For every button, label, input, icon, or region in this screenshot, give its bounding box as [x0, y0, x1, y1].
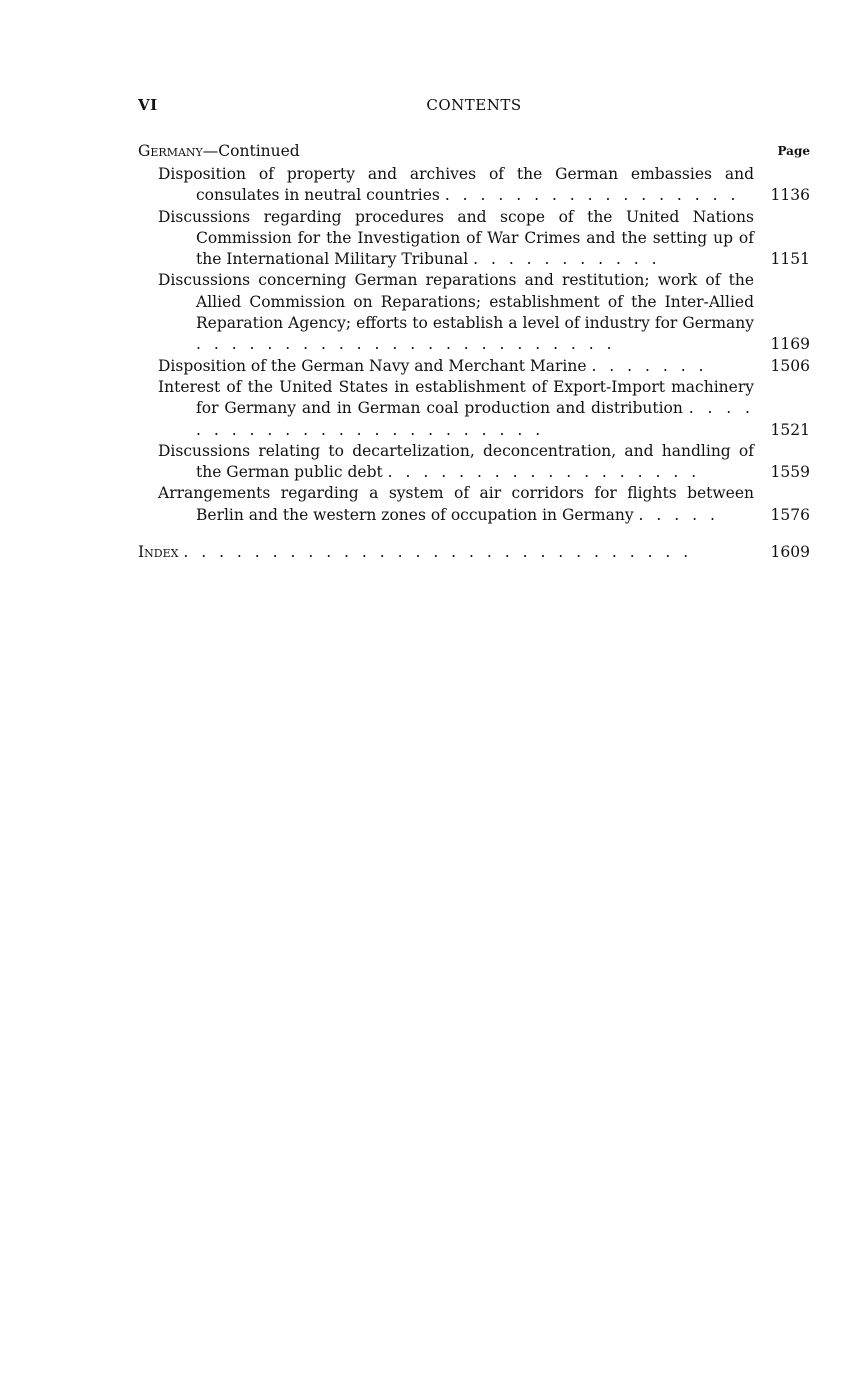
toc-entry-page: 1136	[770, 186, 810, 205]
toc-entry-title: Discussions regarding procedures and scope of the United Nations Commission for the Investigation of War Crimes and the setting up of the International Military Tribunal	[158, 207, 754, 269]
toc-entry-page: 1169	[770, 335, 810, 354]
toc-entry-title: Disposition of the German Navy and Merchant Marine	[158, 356, 587, 375]
toc-entry-title: Disposition of property and archives of the German embassies and consulates in neutral countries	[158, 165, 754, 205]
section-title-country: Germany	[138, 142, 203, 160]
toc-entry-title: Discussions relating to decartelization, deconcentration, and handling of the German public debt	[158, 441, 754, 482]
dot-leader: . . . . . . . . . . .	[473, 250, 661, 269]
toc-entry-page: 1151	[770, 250, 810, 269]
running-head	[138, 96, 810, 120]
toc-entry-title: Arrangements regarding a system of air corridors for flights between Berlin and the western zones of occupation in Germany	[158, 484, 754, 524]
section-title-suffix: —Continued	[202, 142, 300, 160]
toc-entry-title: Interest of the United States in establishment of Export-Import machinery for Germany and in German coal production and distribution	[158, 377, 754, 418]
section-title	[138, 142, 300, 160]
toc-entry-page: 1521	[770, 420, 810, 439]
index-label: Index	[138, 543, 179, 562]
toc-entry[interactable]	[138, 441, 810, 484]
toc-entry[interactable]	[138, 356, 810, 377]
dot-leader: . . . . .	[638, 505, 719, 524]
toc-entries	[138, 164, 810, 526]
toc-entry[interactable]	[138, 270, 810, 355]
section-heading	[138, 142, 810, 164]
toc-entry-page: 1506	[770, 356, 810, 375]
dot-leader: . . . . . . . . . . . . . . . . . .	[387, 463, 701, 482]
dot-leader: . . . . . . . . . . . . . . . . . . . . . . . .	[196, 335, 616, 354]
toc-entry-title: Discussions concerning German reparations and restitution; work of the Allied Commission on Reparations; establishment of the Inter-Allied Reparation Agency; efforts to establish a level of industry for Germany	[158, 271, 754, 333]
dot-leader: . . . . . . .	[591, 356, 708, 375]
toc-entry[interactable]	[138, 483, 810, 526]
page-folio: VI	[138, 96, 158, 114]
toc-entry[interactable]	[138, 207, 810, 271]
page-column-label: Page	[777, 144, 810, 158]
toc-entry[interactable]	[138, 164, 810, 207]
toc-index-entry[interactable]	[138, 542, 810, 563]
toc-entry-page: 1576	[770, 505, 810, 524]
toc-entry[interactable]	[138, 377, 810, 441]
dot-leader: . . . . . . . . . . . . . . . . . . . . . . . .	[196, 399, 754, 439]
toc-entry-page: 1559	[770, 463, 810, 482]
dot-leader: . . . . . . . . . . . . . . . . . . . . . . . . . . . . .	[183, 543, 693, 562]
dot-leader: . . . . . . . . . . . . . . . . .	[444, 186, 740, 205]
contents-page	[138, 96, 810, 563]
page-title: CONTENTS	[426, 96, 522, 114]
index-page: 1609	[770, 543, 810, 562]
